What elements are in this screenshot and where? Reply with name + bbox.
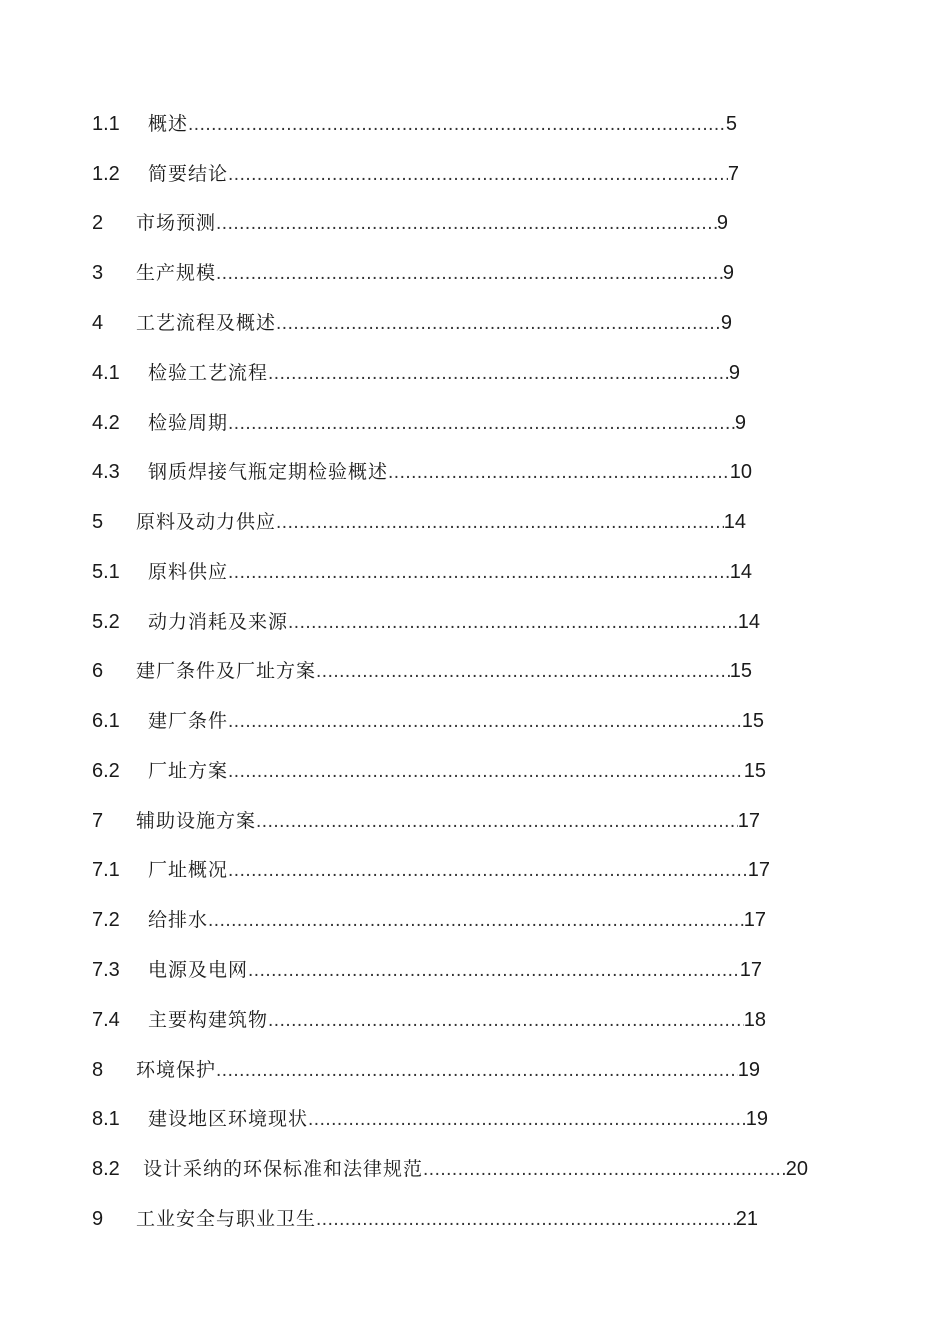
toc-page-number: 14 [737,611,760,633]
toc-page-number: 15 [743,760,766,782]
toc-page-number: 19 [745,1108,768,1130]
toc-leader-dots [268,1006,744,1036]
toc-leader-dots [268,359,729,389]
toc-page-number: 18 [743,1009,766,1031]
toc-number: 4.2 [92,412,120,434]
toc-leader-dots [228,707,742,737]
toc-title: 建设地区环境现状 [148,1108,309,1130]
toc-title: 主要构建筑物 [148,1009,269,1031]
toc-leader-dots [228,409,735,439]
toc-title: 检验周期 [148,412,229,434]
toc-number: 5.2 [92,611,120,633]
toc-title: 电源及电网 [148,959,249,981]
toc-number: 6.1 [92,710,120,732]
toc-number: 4.3 [92,461,120,483]
toc-number: 7.3 [92,959,120,981]
toc-leader-dots [216,259,723,289]
toc-leader-dots [316,657,730,687]
toc-leader-dots [228,160,728,190]
toc-leader-dots [276,508,724,538]
toc-leader-dots [288,608,738,638]
toc-number: 3 [92,262,104,284]
toc-leader-dots [208,906,744,936]
toc-title: 动力消耗及来源 [148,611,289,633]
toc-page-number: 9 [716,212,728,234]
toc-page-number: 21 [735,1208,758,1230]
toc-page-number: 17 [739,959,762,981]
toc-number: 2 [92,212,104,234]
toc-leader-dots [216,1056,738,1086]
toc-title: 工艺流程及概述 [136,312,277,334]
toc-number: 1.1 [92,113,120,135]
toc-leader-dots [256,807,738,837]
toc-page-number: 9 [728,362,740,384]
toc-title: 辅助设施方案 [136,810,257,832]
toc-title: 生产规模 [136,262,217,284]
toc-number: 1.2 [92,163,120,185]
toc-number: 8 [92,1059,104,1081]
toc-page-number: 17 [743,909,766,931]
toc-title: 原料及动力供应 [136,511,277,533]
toc-page-number: 9 [720,312,732,334]
toc-number: 8.2 [92,1158,120,1180]
toc-page-number: 5 [725,113,737,135]
toc-leader-dots [216,209,717,239]
toc-number: 5.1 [92,561,120,583]
toc-page-number: 14 [729,561,752,583]
toc-title: 简要结论 [148,163,229,185]
toc-title: 市场预测 [136,212,217,234]
toc-leader-dots [423,1155,786,1185]
toc-leader-dots [228,856,748,886]
toc-number: 5 [92,511,104,533]
toc-title: 钢质焊接气瓶定期检验概述 [148,461,389,483]
toc-page-number: 9 [722,262,734,284]
toc-leader-dots [188,110,726,140]
toc-leader-dots [228,558,730,588]
toc-title: 概述 [148,113,189,135]
toc-title: 厂址概况 [148,859,229,881]
toc-title: 工业安全与职业卫生 [136,1208,317,1230]
toc-page-number: 15 [729,660,752,682]
toc-leader-dots [228,757,744,787]
toc-leader-dots [316,1205,736,1235]
toc-page-number: 10 [729,461,752,483]
toc-page-number: 20 [785,1158,808,1180]
toc-page-number: 15 [741,710,764,732]
toc-leader-dots [248,956,740,986]
toc-number: 6 [92,660,104,682]
toc-title: 厂址方案 [148,760,229,782]
toc-page-number: 17 [737,810,760,832]
toc-page-number: 17 [747,859,770,881]
toc-title: 建厂条件 [148,710,229,732]
toc-number: 7.2 [92,909,120,931]
toc-page-number: 9 [734,412,746,434]
toc-leader-dots [388,458,730,488]
toc-title: 检验工艺流程 [148,362,269,384]
toc-page-number: 7 [727,163,739,185]
toc-title: 建厂条件及厂址方案 [136,660,317,682]
toc-number: 7.1 [92,859,120,881]
toc-number: 4.1 [92,362,120,384]
toc-title: 给排水 [148,909,209,931]
toc-page-number: 14 [723,511,746,533]
toc-title: 原料供应 [148,561,229,583]
toc-number: 9 [92,1208,104,1230]
toc-leader-dots [276,309,721,339]
toc-number: 4 [92,312,104,334]
toc-leader-dots [308,1105,746,1135]
toc-title: 设计采纳的环保标准和法律规范 [143,1158,424,1180]
toc-number: 8.1 [92,1108,120,1130]
toc-title: 环境保护 [136,1059,217,1081]
toc-number: 6.2 [92,760,120,782]
toc-page-number: 19 [737,1059,760,1081]
toc-number: 7 [92,810,104,832]
toc-number: 7.4 [92,1009,120,1031]
